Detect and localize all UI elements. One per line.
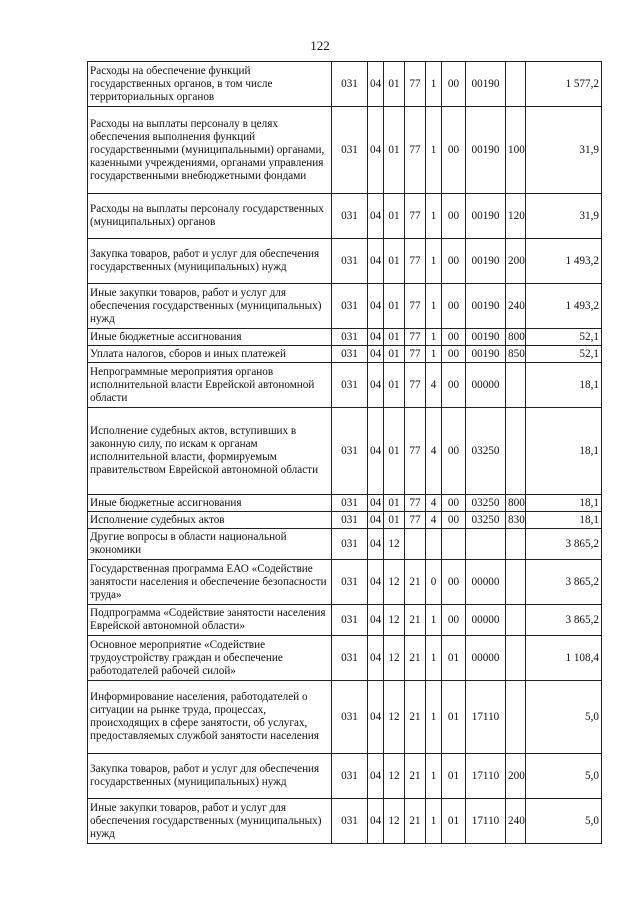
row-description-cell: Иные бюджетные ассигнования [88,329,332,346]
ministry-code-cell: 031 [332,284,368,329]
section-code-cell: 04 [368,495,384,512]
subsection-code-cell: 12 [384,754,405,799]
direction-code-cell: 03250 [466,408,506,495]
table-row [88,754,602,799]
table-row [88,62,602,107]
amount-cell: 31,9 [526,107,602,194]
program-code-cell: 77 [405,62,426,107]
direction-code-cell: 03250 [466,512,506,529]
direction-code-cell: 00190 [466,284,506,329]
program-code-cell: 77 [405,512,426,529]
section-code-cell: 04 [368,560,384,605]
section-code-cell: 04 [368,605,384,636]
subsection-code-cell: 12 [384,799,405,844]
direction-code-cell: 00190 [466,62,506,107]
table-row [88,799,602,844]
row-description-cell: Расходы на обеспечение функций государственных органов, в том числе территориальных органов [88,62,332,107]
table-row [88,284,602,329]
program-code-cell: 77 [405,495,426,512]
program-code-cell: 21 [405,636,426,681]
subsection-code-cell: 01 [384,284,405,329]
expense-type-code-cell: 100 [506,107,526,194]
activity-code-cell: 01 [442,754,466,799]
activity-code-cell: 00 [442,194,466,239]
direction-code-cell: 17110 [466,799,506,844]
expense-type-code-cell: 240 [506,284,526,329]
expense-type-code-cell: 200 [506,239,526,284]
table-row [88,107,602,194]
subsection-code-cell: 01 [384,194,405,239]
subsection-code-cell: 12 [384,605,405,636]
section-code-cell: 04 [368,512,384,529]
row-description-cell: Расходы на выплаты персоналу государственных (муниципальных) органов [88,194,332,239]
table-row [88,239,602,284]
row-description-cell: Закупка товаров, работ и услуг для обеспечения государственных (муниципальных) нужд [88,239,332,284]
program-code-cell: 21 [405,605,426,636]
table-row [88,363,602,408]
activity-code-cell: 00 [442,346,466,363]
program-code-cell: 21 [405,681,426,754]
ministry-code-cell: 031 [332,329,368,346]
table-row [88,512,602,529]
program-code-cell: 77 [405,284,426,329]
ministry-code-cell: 031 [332,754,368,799]
section-code-cell: 04 [368,284,384,329]
subsection-code-cell: 01 [384,363,405,408]
activity-code-cell: 00 [442,107,466,194]
table-row [88,636,602,681]
section-code-cell: 04 [368,239,384,284]
subprogram-code-cell [426,529,442,560]
row-description-cell: Другие вопросы в области национальной экономики [88,529,332,560]
ministry-code-cell: 031 [332,363,368,408]
row-description-cell: Основное мероприятие «Содействие трудоустройству граждан и обеспечение работодателей рабочей силой» [88,636,332,681]
row-description-cell: Исполнение судебных актов [88,512,332,529]
row-description-cell: Исполнение судебных актов, вступивших в законную силу, по искам к органам исполнительной власти, формируемым правительством Еврейской автономной области [88,408,332,495]
expense-type-code-cell: 240 [506,799,526,844]
amount-cell: 31,9 [526,194,602,239]
subprogram-code-cell: 4 [426,408,442,495]
ministry-code-cell: 031 [332,239,368,284]
row-description-cell: Государственная программа ЕАО «Содействие занятости населения и обеспечение безопасности труда» [88,560,332,605]
program-code-cell: 21 [405,560,426,605]
row-description-cell: Иные закупки товаров, работ и услуг для обеспечения государственных (муниципальных) нужд [88,799,332,844]
activity-code-cell: 00 [442,329,466,346]
ministry-code-cell: 031 [332,346,368,363]
subprogram-code-cell: 4 [426,512,442,529]
ministry-code-cell: 031 [332,799,368,844]
expense-type-code-cell [506,681,526,754]
row-description-cell: Подпрограмма «Содействие занятости населения Еврейской автономной области» [88,605,332,636]
expense-type-code-cell: 830 [506,512,526,529]
activity-code-cell: 00 [442,239,466,284]
direction-code-cell: 00000 [466,560,506,605]
activity-code-cell: 00 [442,560,466,605]
subprogram-code-cell: 1 [426,329,442,346]
amount-cell: 3 865,2 [526,529,602,560]
expense-type-code-cell: 800 [506,329,526,346]
amount-cell: 52,1 [526,346,602,363]
subprogram-code-cell: 1 [426,605,442,636]
section-code-cell: 04 [368,194,384,239]
direction-code-cell: 17110 [466,754,506,799]
direction-code-cell [466,529,506,560]
amount-cell: 52,1 [526,329,602,346]
program-code-cell: 77 [405,408,426,495]
section-code-cell: 04 [368,636,384,681]
activity-code-cell: 00 [442,284,466,329]
budget-table [87,61,602,844]
subsection-code-cell: 12 [384,681,405,754]
row-description-cell: Расходы на выплаты персоналу в целях обеспечения выполнения функций государственными (муниципальными) органами, казенными учреждениями, органами управления государственными внебюджетными фондами [88,107,332,194]
subsection-code-cell: 12 [384,560,405,605]
section-code-cell: 04 [368,799,384,844]
direction-code-cell: 00190 [466,107,506,194]
activity-code-cell: 00 [442,62,466,107]
subsection-code-cell: 01 [384,239,405,284]
table-row [88,495,602,512]
subprogram-code-cell: 4 [426,363,442,408]
program-code-cell: 77 [405,239,426,284]
subsection-code-cell: 12 [384,529,405,560]
ministry-code-cell: 031 [332,62,368,107]
row-description-cell: Непрограммные мероприятия органов исполнительной власти Еврейской автономной области [88,363,332,408]
ministry-code-cell: 031 [332,194,368,239]
expense-type-code-cell [506,363,526,408]
amount-cell: 1 108,4 [526,636,602,681]
subprogram-code-cell: 1 [426,346,442,363]
activity-code-cell: 00 [442,605,466,636]
direction-code-cell: 00190 [466,194,506,239]
program-code-cell: 77 [405,107,426,194]
activity-code-cell: 00 [442,363,466,408]
program-code-cell: 77 [405,194,426,239]
table-row [88,408,602,495]
amount-cell: 5,0 [526,799,602,844]
page-number: 122 [310,38,330,53]
ministry-code-cell: 031 [332,512,368,529]
amount-cell: 1 493,2 [526,239,602,284]
subsection-code-cell: 01 [384,62,405,107]
subprogram-code-cell: 1 [426,107,442,194]
amount-cell: 18,1 [526,495,602,512]
direction-code-cell: 17110 [466,681,506,754]
section-code-cell: 04 [368,363,384,408]
activity-code-cell: 00 [442,408,466,495]
row-description-cell: Закупка товаров, работ и услуг для обеспечения государственных (муниципальных) нужд [88,754,332,799]
section-code-cell: 04 [368,346,384,363]
row-description-cell: Иные закупки товаров, работ и услуг для обеспечения государственных (муниципальных) нужд [88,284,332,329]
expense-type-code-cell: 800 [506,495,526,512]
amount-cell: 1 493,2 [526,284,602,329]
program-code-cell: 21 [405,799,426,844]
ministry-code-cell: 031 [332,408,368,495]
amount-cell: 18,1 [526,512,602,529]
subprogram-code-cell: 1 [426,194,442,239]
subsection-code-cell: 01 [384,329,405,346]
expense-type-code-cell [506,605,526,636]
subsection-code-cell: 01 [384,495,405,512]
row-description-cell: Иные бюджетные ассигнования [88,495,332,512]
expense-type-code-cell [506,529,526,560]
table-row [88,605,602,636]
program-code-cell [405,529,426,560]
section-code-cell: 04 [368,408,384,495]
subprogram-code-cell: 1 [426,284,442,329]
subsection-code-cell: 01 [384,512,405,529]
direction-code-cell: 00190 [466,239,506,284]
activity-code-cell: 00 [442,512,466,529]
expense-type-code-cell [506,408,526,495]
program-code-cell: 21 [405,754,426,799]
subprogram-code-cell: 1 [426,799,442,844]
ministry-code-cell: 031 [332,529,368,560]
ministry-code-cell: 031 [332,636,368,681]
direction-code-cell: 00000 [466,636,506,681]
subprogram-code-cell: 1 [426,754,442,799]
direction-code-cell: 00190 [466,346,506,363]
table-row [88,529,602,560]
expense-type-code-cell: 120 [506,194,526,239]
activity-code-cell: 00 [442,495,466,512]
subprogram-code-cell: 1 [426,62,442,107]
program-code-cell: 77 [405,329,426,346]
expense-type-code-cell [506,560,526,605]
section-code-cell: 04 [368,754,384,799]
expense-type-code-cell: 200 [506,754,526,799]
ministry-code-cell: 031 [332,107,368,194]
ministry-code-cell: 031 [332,495,368,512]
table-row [88,329,602,346]
table-row [88,194,602,239]
direction-code-cell: 00000 [466,605,506,636]
subsection-code-cell: 01 [384,346,405,363]
program-code-cell: 77 [405,346,426,363]
table-row [88,681,602,754]
table-row [88,346,602,363]
activity-code-cell: 01 [442,636,466,681]
expense-type-code-cell: 850 [506,346,526,363]
amount-cell: 1 577,2 [526,62,602,107]
expense-type-code-cell [506,62,526,107]
ministry-code-cell: 031 [332,560,368,605]
amount-cell: 5,0 [526,754,602,799]
amount-cell: 18,1 [526,408,602,495]
program-code-cell: 77 [405,363,426,408]
amount-cell: 3 865,2 [526,560,602,605]
direction-code-cell: 03250 [466,495,506,512]
direction-code-cell: 00000 [466,363,506,408]
subprogram-code-cell: 1 [426,636,442,681]
subprogram-code-cell: 0 [426,560,442,605]
section-code-cell: 04 [368,529,384,560]
amount-cell: 5,0 [526,681,602,754]
amount-cell: 18,1 [526,363,602,408]
section-code-cell: 04 [368,62,384,107]
subsection-code-cell: 01 [384,107,405,194]
section-code-cell: 04 [368,329,384,346]
subsection-code-cell: 12 [384,636,405,681]
section-code-cell: 04 [368,681,384,754]
amount-cell: 3 865,2 [526,605,602,636]
activity-code-cell: 01 [442,681,466,754]
row-description-cell: Информирование населения, работодателей о ситуации на рынке труда, процессах, происходящих в сфере занятости, об услугах, предоставляемых службой занятости населения [88,681,332,754]
activity-code-cell [442,529,466,560]
subprogram-code-cell: 1 [426,239,442,284]
ministry-code-cell: 031 [332,605,368,636]
section-code-cell: 04 [368,107,384,194]
subsection-code-cell: 01 [384,408,405,495]
subprogram-code-cell: 1 [426,681,442,754]
activity-code-cell: 01 [442,799,466,844]
subprogram-code-cell: 4 [426,495,442,512]
expense-type-code-cell [506,636,526,681]
row-description-cell: Уплата налогов, сборов и иных платежей [88,346,332,363]
ministry-code-cell: 031 [332,681,368,754]
table-row [88,560,602,605]
direction-code-cell: 00190 [466,329,506,346]
